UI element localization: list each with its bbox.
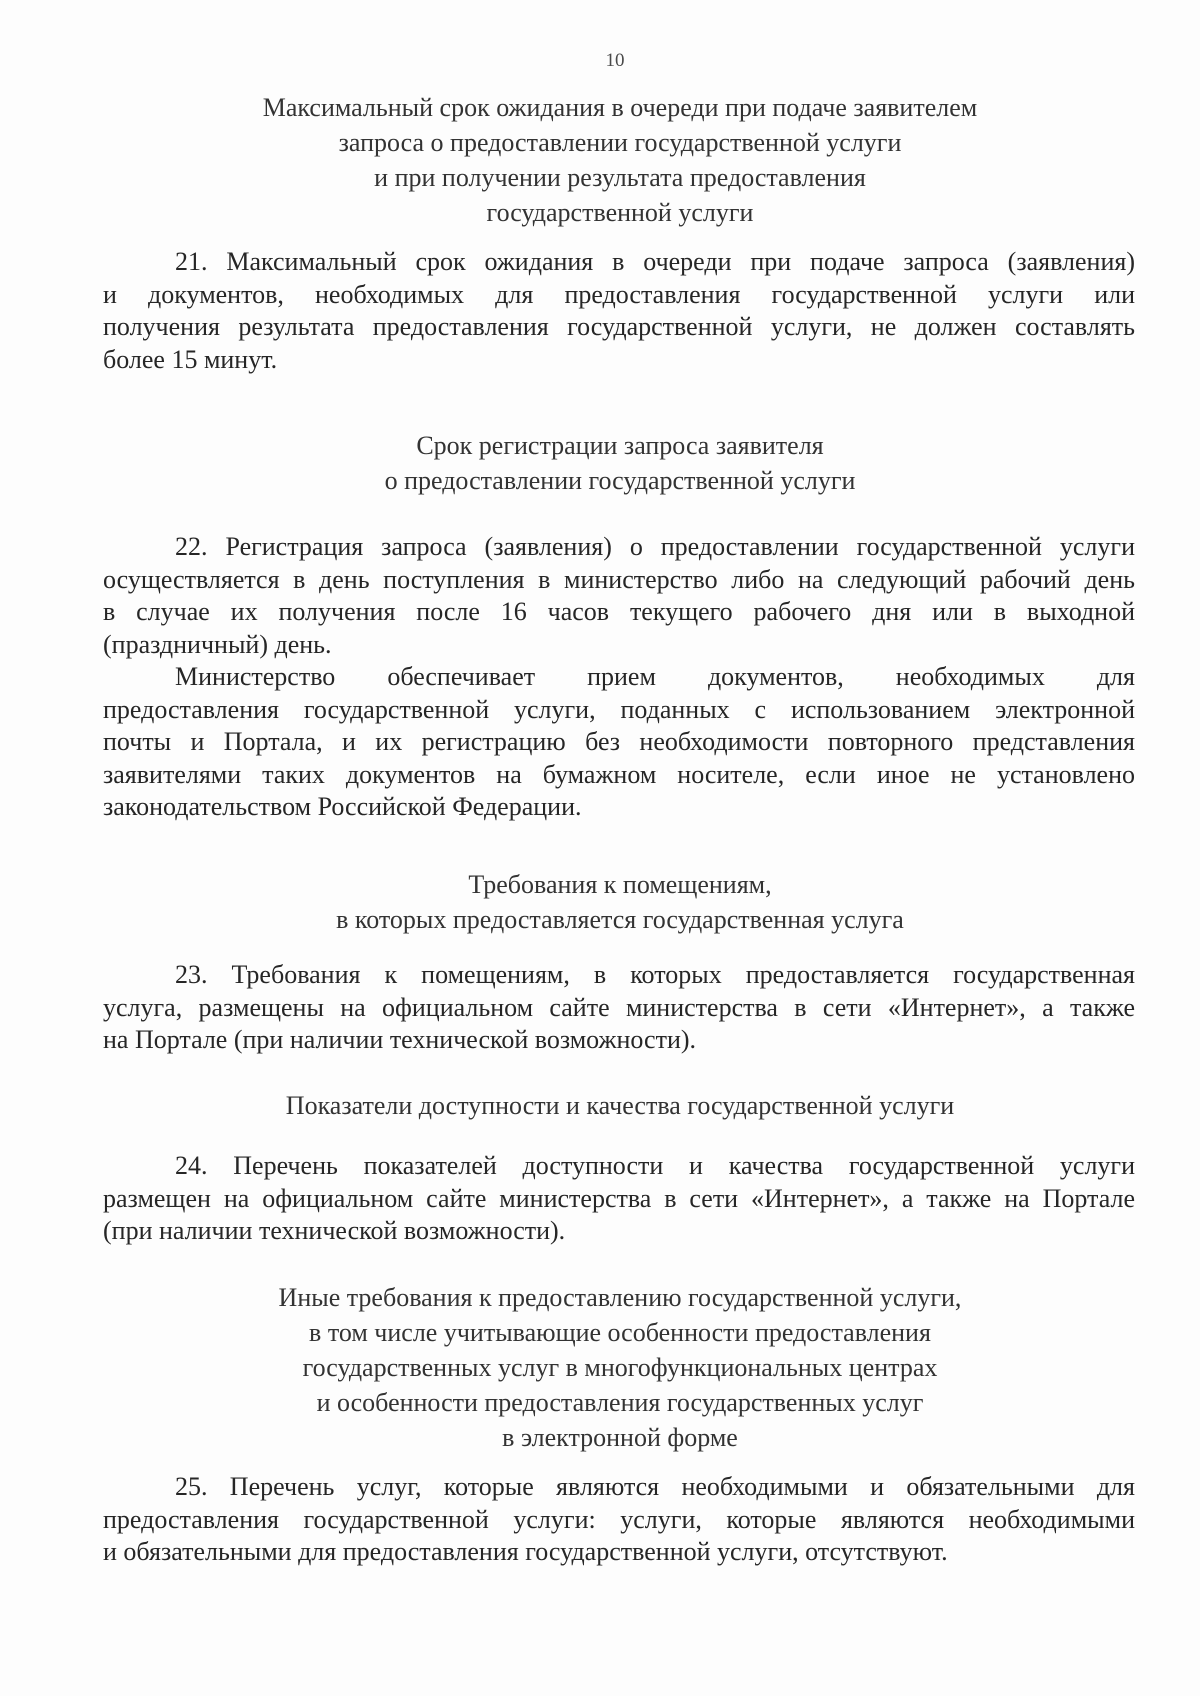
heading-line: Иные требования к предоставлению государственной услуги,: [278, 1283, 962, 1312]
paragraph-line: и обязательными для предоставления государственной услуги, отсутствуют.: [103, 1537, 948, 1566]
heading-line: Срок регистрации запроса заявителя: [416, 431, 824, 460]
page-number: 10: [605, 50, 625, 71]
paragraph-line: законодательством Российской Федерации.: [103, 792, 582, 821]
paragraph-23: [103, 959, 1135, 1057]
paragraph-line: Министерство обеспечивает прием документов, необходимых для: [175, 662, 1135, 691]
heading-line: государственной услуги: [486, 198, 754, 227]
heading-line: и при получении результата предоставления: [374, 163, 866, 192]
paragraph-line: 23. Требования к помещениям, в которых предоставляется государственная: [175, 960, 1135, 989]
paragraph-line: предоставления государственной услуги, поданных с использованием электронной: [103, 694, 1135, 724]
paragraph-line: 21. Максимальный срок ожидания в очереди при подаче запроса (заявления): [175, 247, 1135, 276]
heading-line: в которых предоставляется государственная услуга: [336, 905, 904, 934]
heading-line: в электронной форме: [502, 1423, 738, 1452]
section-heading-quality-indicators: [100, 1088, 1140, 1123]
paragraph-21: [103, 246, 1135, 376]
paragraph-24: [103, 1150, 1135, 1248]
paragraph-line: услуга, размещены на официальном сайте министерства в сети «Интернет», а также: [103, 992, 1135, 1022]
paragraph-line: в случае их получения после 16 часов текущего рабочего дня или в выходной: [103, 597, 1135, 626]
paragraph-line: (праздничный) день.: [103, 629, 332, 659]
section-heading-premises-requirements: [100, 867, 1140, 937]
paragraph-line: более 15 минут.: [103, 344, 278, 374]
paragraph-ministry-acceptance: [103, 661, 1135, 824]
paragraph-line: 25. Перечень услуг, которые являются необходимыми и обязательными для: [175, 1472, 1135, 1501]
paragraph-line: на Портале (при наличии технической возможности).: [103, 1025, 697, 1054]
paragraph-line: осуществляется в день поступления в министерство либо на следующий рабочий день: [103, 564, 1135, 594]
paragraph-line: 22. Регистрация запроса (заявления) о предоставлении государственной услуги: [175, 532, 1135, 561]
paragraph-22: [103, 531, 1135, 661]
heading-line: и особенности предоставления государственных услуг: [316, 1388, 924, 1417]
paragraph-25: [103, 1471, 1135, 1569]
paragraph-line: получения результата предоставления государственной услуги, не должен составлять: [103, 312, 1135, 341]
heading-line: в том числе учитывающие особенности предоставления: [309, 1318, 931, 1347]
paragraph-line: размещен на официальном сайте министерства в сети «Интернет», а также на Портале: [103, 1183, 1135, 1213]
heading-line: Максимальный срок ожидания в очереди при подаче заявителем: [262, 93, 978, 122]
paragraph-line: заявителями таких документов на бумажном носителе, если иное не установлено: [103, 759, 1135, 789]
paragraph-line: 24. Перечень показателей доступности и качества государственной услуги: [175, 1151, 1135, 1180]
paragraph-line: и документов, необходимых для предоставления государственной услуги или: [103, 279, 1135, 309]
section-heading-registration-time: [100, 428, 1140, 498]
heading-line: запроса о предоставлении государственной услуги: [338, 128, 902, 157]
paragraph-line: (при наличии технической возможности).: [103, 1216, 566, 1245]
section-heading-queue-time: [100, 90, 1140, 230]
heading-line: о предоставлении государственной услуги: [384, 466, 856, 495]
heading-line: Показатели доступности и качества государственной услуги: [285, 1091, 955, 1120]
heading-line: государственных услуг в многофункциональных центрах: [302, 1353, 938, 1382]
heading-line: Требования к помещениям,: [468, 870, 772, 899]
paragraph-line: предоставления государственной услуги: услуги, которые являются необходимыми: [103, 1504, 1135, 1534]
section-heading-other-requirements: [100, 1280, 1140, 1455]
paragraph-line: почты и Портала, и их регистрацию без необходимости повторного представления: [103, 727, 1135, 756]
